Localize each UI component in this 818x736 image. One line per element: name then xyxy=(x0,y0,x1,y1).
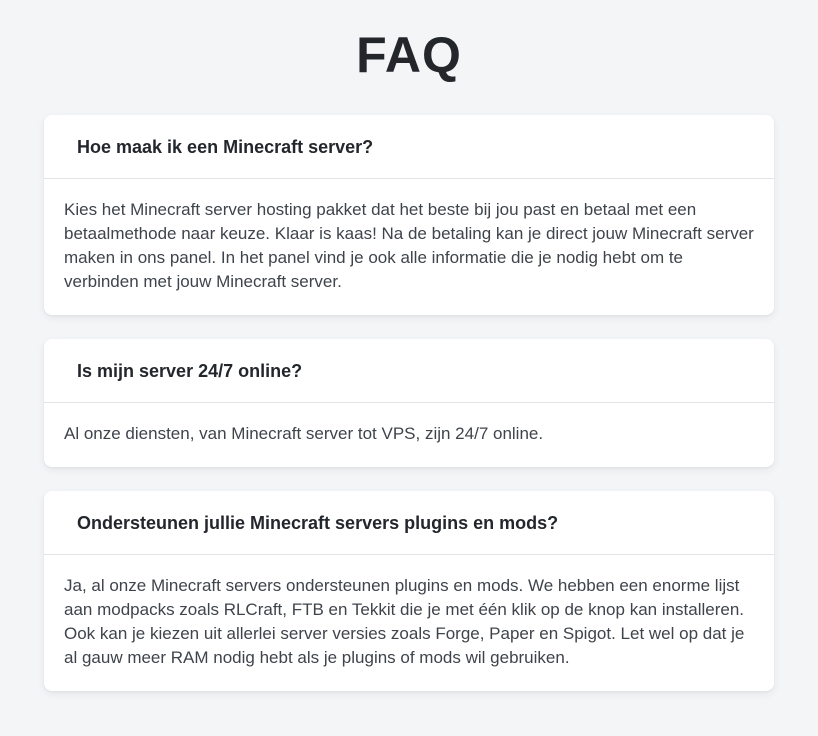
faq-item xyxy=(44,339,774,467)
faq-answer: Kies het Minecraft server hosting pakket dat het beste bij jou past en betaal met een betaalmethode naar keuze. Klaar is kaas! Na de betaling kan je direct jouw Minecraft server maken in ons panel. In het panel vind je ook alle informatie die je nodig hebt om te verbinden met jouw Minecraft server. xyxy=(64,200,754,291)
faq-question-label: Ondersteunen jullie Minecraft servers plugins en mods? xyxy=(77,513,559,533)
faq-section xyxy=(44,0,774,691)
faq-question-plugins-mods[interactable] xyxy=(44,491,774,555)
faq-question-how-to-make-server[interactable] xyxy=(44,115,774,179)
page-title: FAQ xyxy=(356,27,462,83)
faq-answer: Ja, al onze Minecraft servers ondersteunen plugins en mods. We hebben een enorme lijst aan modpacks zoals RLCraft, FTB en Tekkit die je met één klik op de knop kan installeren. Ook kan je kiezen uit allerlei server versies zoals Forge, Paper en Spigot. Let wel op dat je al gauw meer RAM nodig hebt als je plugins of mods wil gebruiken. xyxy=(64,576,745,667)
faq-item xyxy=(44,491,774,691)
faq-question-label: Hoe maak ik een Minecraft server? xyxy=(77,137,374,157)
faq-answer: Al onze diensten, van Minecraft server tot VPS, zijn 24/7 online. xyxy=(64,424,544,443)
faq-question-server-online[interactable] xyxy=(44,339,774,403)
faq-question-label: Is mijn server 24/7 online? xyxy=(77,361,303,381)
faq-item xyxy=(44,115,774,315)
